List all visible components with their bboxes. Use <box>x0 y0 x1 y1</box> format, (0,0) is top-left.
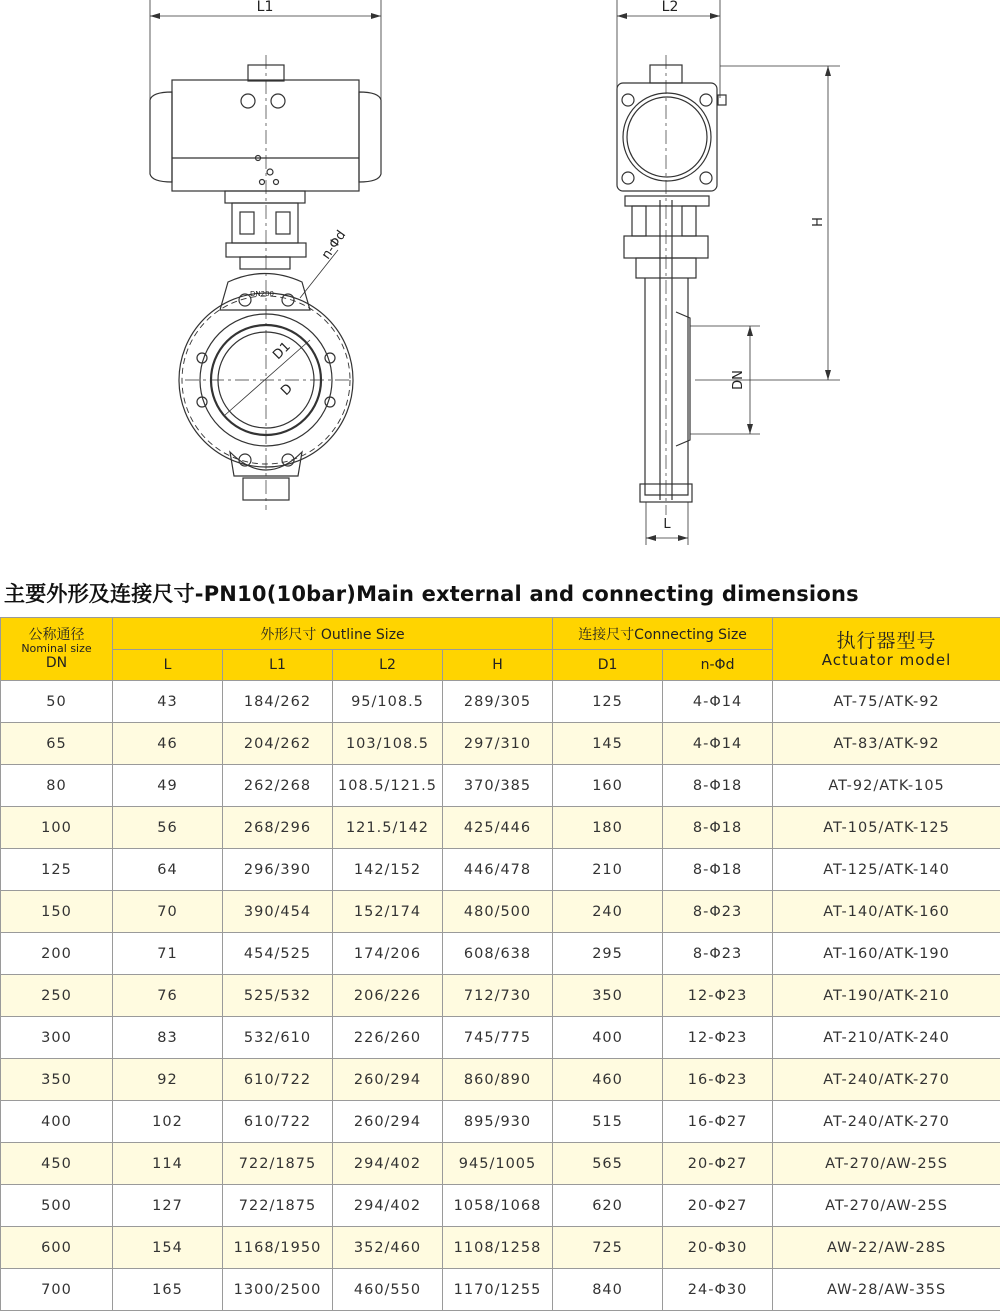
table-row <box>1 849 1000 891</box>
cell-actuator: AT-125/ATK-140 <box>773 849 1000 891</box>
cell-l2: 108.5/121.5 <box>333 765 443 807</box>
cell-n-phi-d: 8-Φ18 <box>663 849 773 891</box>
cell-dn: 80 <box>1 765 113 807</box>
cell-l1: 1168/1950 <box>223 1227 333 1269</box>
header-nominal-en: Nominal size <box>21 641 92 655</box>
cell-dn: 125 <box>1 849 113 891</box>
cell-n-phi-d: 8-Φ23 <box>663 933 773 975</box>
cell-d1: 840 <box>553 1269 663 1311</box>
cell-l1: 268/296 <box>223 807 333 849</box>
dim-l1-label: L1 <box>256 0 274 15</box>
cell-actuator: AT-105/ATK-125 <box>773 807 1000 849</box>
valve-technical-drawing <box>0 0 1000 560</box>
cell-actuator: AW-22/AW-28S <box>773 1227 1000 1269</box>
cell-n-phi-d: 24-Φ30 <box>663 1269 773 1311</box>
cell-l2: 294/402 <box>333 1143 443 1185</box>
table-row <box>1 1017 1000 1059</box>
cell-h: 712/730 <box>443 975 553 1017</box>
cell-n-phi-d: 16-Φ23 <box>663 1059 773 1101</box>
page-title: 主要外形及连接尺寸-PN10(10bar)Main external and connecting dimensions <box>4 582 859 606</box>
cell-d1: 400 <box>553 1017 663 1059</box>
cell-l: 49 <box>113 765 223 807</box>
cell-l: 102 <box>113 1101 223 1143</box>
header-actuator-model <box>773 618 1000 681</box>
cell-n-phi-d: 20-Φ27 <box>663 1185 773 1227</box>
table-body <box>1 681 1000 1311</box>
header-nominal-cn: 公称通径 <box>28 626 85 643</box>
n-phi-d-label: n-Φd <box>318 227 350 263</box>
cell-actuator: AT-210/ATK-240 <box>773 1017 1000 1059</box>
cell-dn: 250 <box>1 975 113 1017</box>
cell-n-phi-d: 12-Φ23 <box>663 975 773 1017</box>
cell-l2: 206/226 <box>333 975 443 1017</box>
header-n-phi-d: n-Φd <box>663 650 773 681</box>
cell-actuator: AT-83/ATK-92 <box>773 723 1000 765</box>
cell-l: 71 <box>113 933 223 975</box>
cell-h: 480/500 <box>443 891 553 933</box>
cell-dn: 100 <box>1 807 113 849</box>
cell-dn: 350 <box>1 1059 113 1101</box>
cell-l: 154 <box>113 1227 223 1269</box>
cell-n-phi-d: 8-Φ18 <box>663 765 773 807</box>
cell-actuator: AT-190/ATK-210 <box>773 975 1000 1017</box>
cell-l1: 1300/2500 <box>223 1269 333 1311</box>
header-connecting-size: 连接尺寸Connecting Size <box>553 618 773 650</box>
cell-actuator: AT-240/ATK-270 <box>773 1101 1000 1143</box>
cell-l: 83 <box>113 1017 223 1059</box>
cell-d1: 515 <box>553 1101 663 1143</box>
cell-h: 289/305 <box>443 681 553 723</box>
cell-dn: 65 <box>1 723 113 765</box>
cell-h: 860/890 <box>443 1059 553 1101</box>
cell-h: 945/1005 <box>443 1143 553 1185</box>
dim-dn-label: DN <box>731 370 746 390</box>
cell-l2: 260/294 <box>333 1059 443 1101</box>
dim-l-label: L <box>663 517 671 532</box>
cell-l1: 610/722 <box>223 1059 333 1101</box>
cell-dn: 500 <box>1 1185 113 1227</box>
cell-h: 446/478 <box>443 849 553 891</box>
cell-l2: 121.5/142 <box>333 807 443 849</box>
cell-l1: 610/722 <box>223 1101 333 1143</box>
nameplate-label: DN200 <box>250 290 274 298</box>
cell-h: 1108/1258 <box>443 1227 553 1269</box>
table-row <box>1 1227 1000 1269</box>
cell-l2: 352/460 <box>333 1227 443 1269</box>
cell-d1: 180 <box>553 807 663 849</box>
cell-l1: 262/268 <box>223 765 333 807</box>
header-dn: DN <box>45 654 68 671</box>
header-l1: L1 <box>223 650 333 681</box>
d-label: D <box>278 381 296 399</box>
dim-l2-label: L2 <box>661 0 679 15</box>
cell-actuator: AT-140/ATK-160 <box>773 891 1000 933</box>
cell-l: 56 <box>113 807 223 849</box>
cell-l2: 142/152 <box>333 849 443 891</box>
header-nominal-size <box>1 618 113 681</box>
cell-l: 64 <box>113 849 223 891</box>
cell-l: 127 <box>113 1185 223 1227</box>
table-row <box>1 681 1000 723</box>
cell-l1: 722/1875 <box>223 1185 333 1227</box>
cell-l1: 296/390 <box>223 849 333 891</box>
cell-d1: 350 <box>553 975 663 1017</box>
cell-l: 165 <box>113 1269 223 1311</box>
table-row <box>1 975 1000 1017</box>
cell-dn: 150 <box>1 891 113 933</box>
cell-d1: 460 <box>553 1059 663 1101</box>
cell-d1: 295 <box>553 933 663 975</box>
header-l: L <box>113 650 223 681</box>
cell-l: 46 <box>113 723 223 765</box>
cell-h: 425/446 <box>443 807 553 849</box>
cell-h: 1058/1068 <box>443 1185 553 1227</box>
header-h: H <box>443 650 553 681</box>
table-row <box>1 765 1000 807</box>
cell-d1: 160 <box>553 765 663 807</box>
table-row <box>1 1269 1000 1311</box>
cell-h: 297/310 <box>443 723 553 765</box>
cell-n-phi-d: 16-Φ27 <box>663 1101 773 1143</box>
cell-l2: 260/294 <box>333 1101 443 1143</box>
cell-l2: 103/108.5 <box>333 723 443 765</box>
cell-l1: 525/532 <box>223 975 333 1017</box>
header-outline-size: 外形尺寸 Outline Size <box>113 618 553 650</box>
cell-l: 70 <box>113 891 223 933</box>
cell-actuator: AT-75/ATK-92 <box>773 681 1000 723</box>
cell-l2: 226/260 <box>333 1017 443 1059</box>
cell-dn: 700 <box>1 1269 113 1311</box>
table-row <box>1 1059 1000 1101</box>
dimensions-table <box>0 617 1000 1311</box>
table-row <box>1 933 1000 975</box>
cell-d1: 620 <box>553 1185 663 1227</box>
d1-label: D1 <box>270 339 294 363</box>
table-row <box>1 1143 1000 1185</box>
cell-l: 114 <box>113 1143 223 1185</box>
cell-l2: 152/174 <box>333 891 443 933</box>
cell-n-phi-d: 4-Φ14 <box>663 723 773 765</box>
cell-d1: 145 <box>553 723 663 765</box>
cell-l1: 532/610 <box>223 1017 333 1059</box>
header-d1: D1 <box>553 650 663 681</box>
cell-h: 370/385 <box>443 765 553 807</box>
cell-actuator: AT-160/ATK-190 <box>773 933 1000 975</box>
cell-h: 745/775 <box>443 1017 553 1059</box>
cell-l: 43 <box>113 681 223 723</box>
table-row <box>1 723 1000 765</box>
header-actuator-cn: 执行器型号 <box>836 629 937 652</box>
cell-d1: 210 <box>553 849 663 891</box>
cell-d1: 125 <box>553 681 663 723</box>
cell-l2: 294/402 <box>333 1185 443 1227</box>
cell-dn: 450 <box>1 1143 113 1185</box>
cell-d1: 240 <box>553 891 663 933</box>
cell-d1: 565 <box>553 1143 663 1185</box>
cell-l1: 722/1875 <box>223 1143 333 1185</box>
cell-h: 1170/1255 <box>443 1269 553 1311</box>
table-row <box>1 1185 1000 1227</box>
cell-n-phi-d: 8-Φ18 <box>663 807 773 849</box>
cell-l2: 174/206 <box>333 933 443 975</box>
header-actuator-en: Actuator model <box>821 650 952 669</box>
cell-h: 895/930 <box>443 1101 553 1143</box>
cell-l: 92 <box>113 1059 223 1101</box>
cell-n-phi-d: 8-Φ23 <box>663 891 773 933</box>
cell-l2: 460/550 <box>333 1269 443 1311</box>
front-view <box>150 0 381 510</box>
cell-l1: 454/525 <box>223 933 333 975</box>
table-row <box>1 1101 1000 1143</box>
dim-h-label: H <box>811 217 826 227</box>
cell-dn: 50 <box>1 681 113 723</box>
cell-dn: 600 <box>1 1227 113 1269</box>
cell-d1: 725 <box>553 1227 663 1269</box>
cell-actuator: AT-270/AW-25S <box>773 1185 1000 1227</box>
side-view <box>617 0 840 545</box>
header-l2: L2 <box>333 650 443 681</box>
table-row <box>1 891 1000 933</box>
cell-dn: 300 <box>1 1017 113 1059</box>
cell-n-phi-d: 12-Φ23 <box>663 1017 773 1059</box>
cell-n-phi-d: 20-Φ27 <box>663 1143 773 1185</box>
cell-l1: 184/262 <box>223 681 333 723</box>
cell-actuator: AW-28/AW-35S <box>773 1269 1000 1311</box>
cell-actuator: AT-240/ATK-270 <box>773 1059 1000 1101</box>
cell-dn: 200 <box>1 933 113 975</box>
cell-dn: 400 <box>1 1101 113 1143</box>
cell-actuator: AT-92/ATK-105 <box>773 765 1000 807</box>
cell-l1: 204/262 <box>223 723 333 765</box>
cell-h: 608/638 <box>443 933 553 975</box>
cell-l2: 95/108.5 <box>333 681 443 723</box>
cell-l1: 390/454 <box>223 891 333 933</box>
cell-n-phi-d: 20-Φ30 <box>663 1227 773 1269</box>
cell-l: 76 <box>113 975 223 1017</box>
cell-actuator: AT-270/AW-25S <box>773 1143 1000 1185</box>
table-row <box>1 807 1000 849</box>
cell-n-phi-d: 4-Φ14 <box>663 681 773 723</box>
